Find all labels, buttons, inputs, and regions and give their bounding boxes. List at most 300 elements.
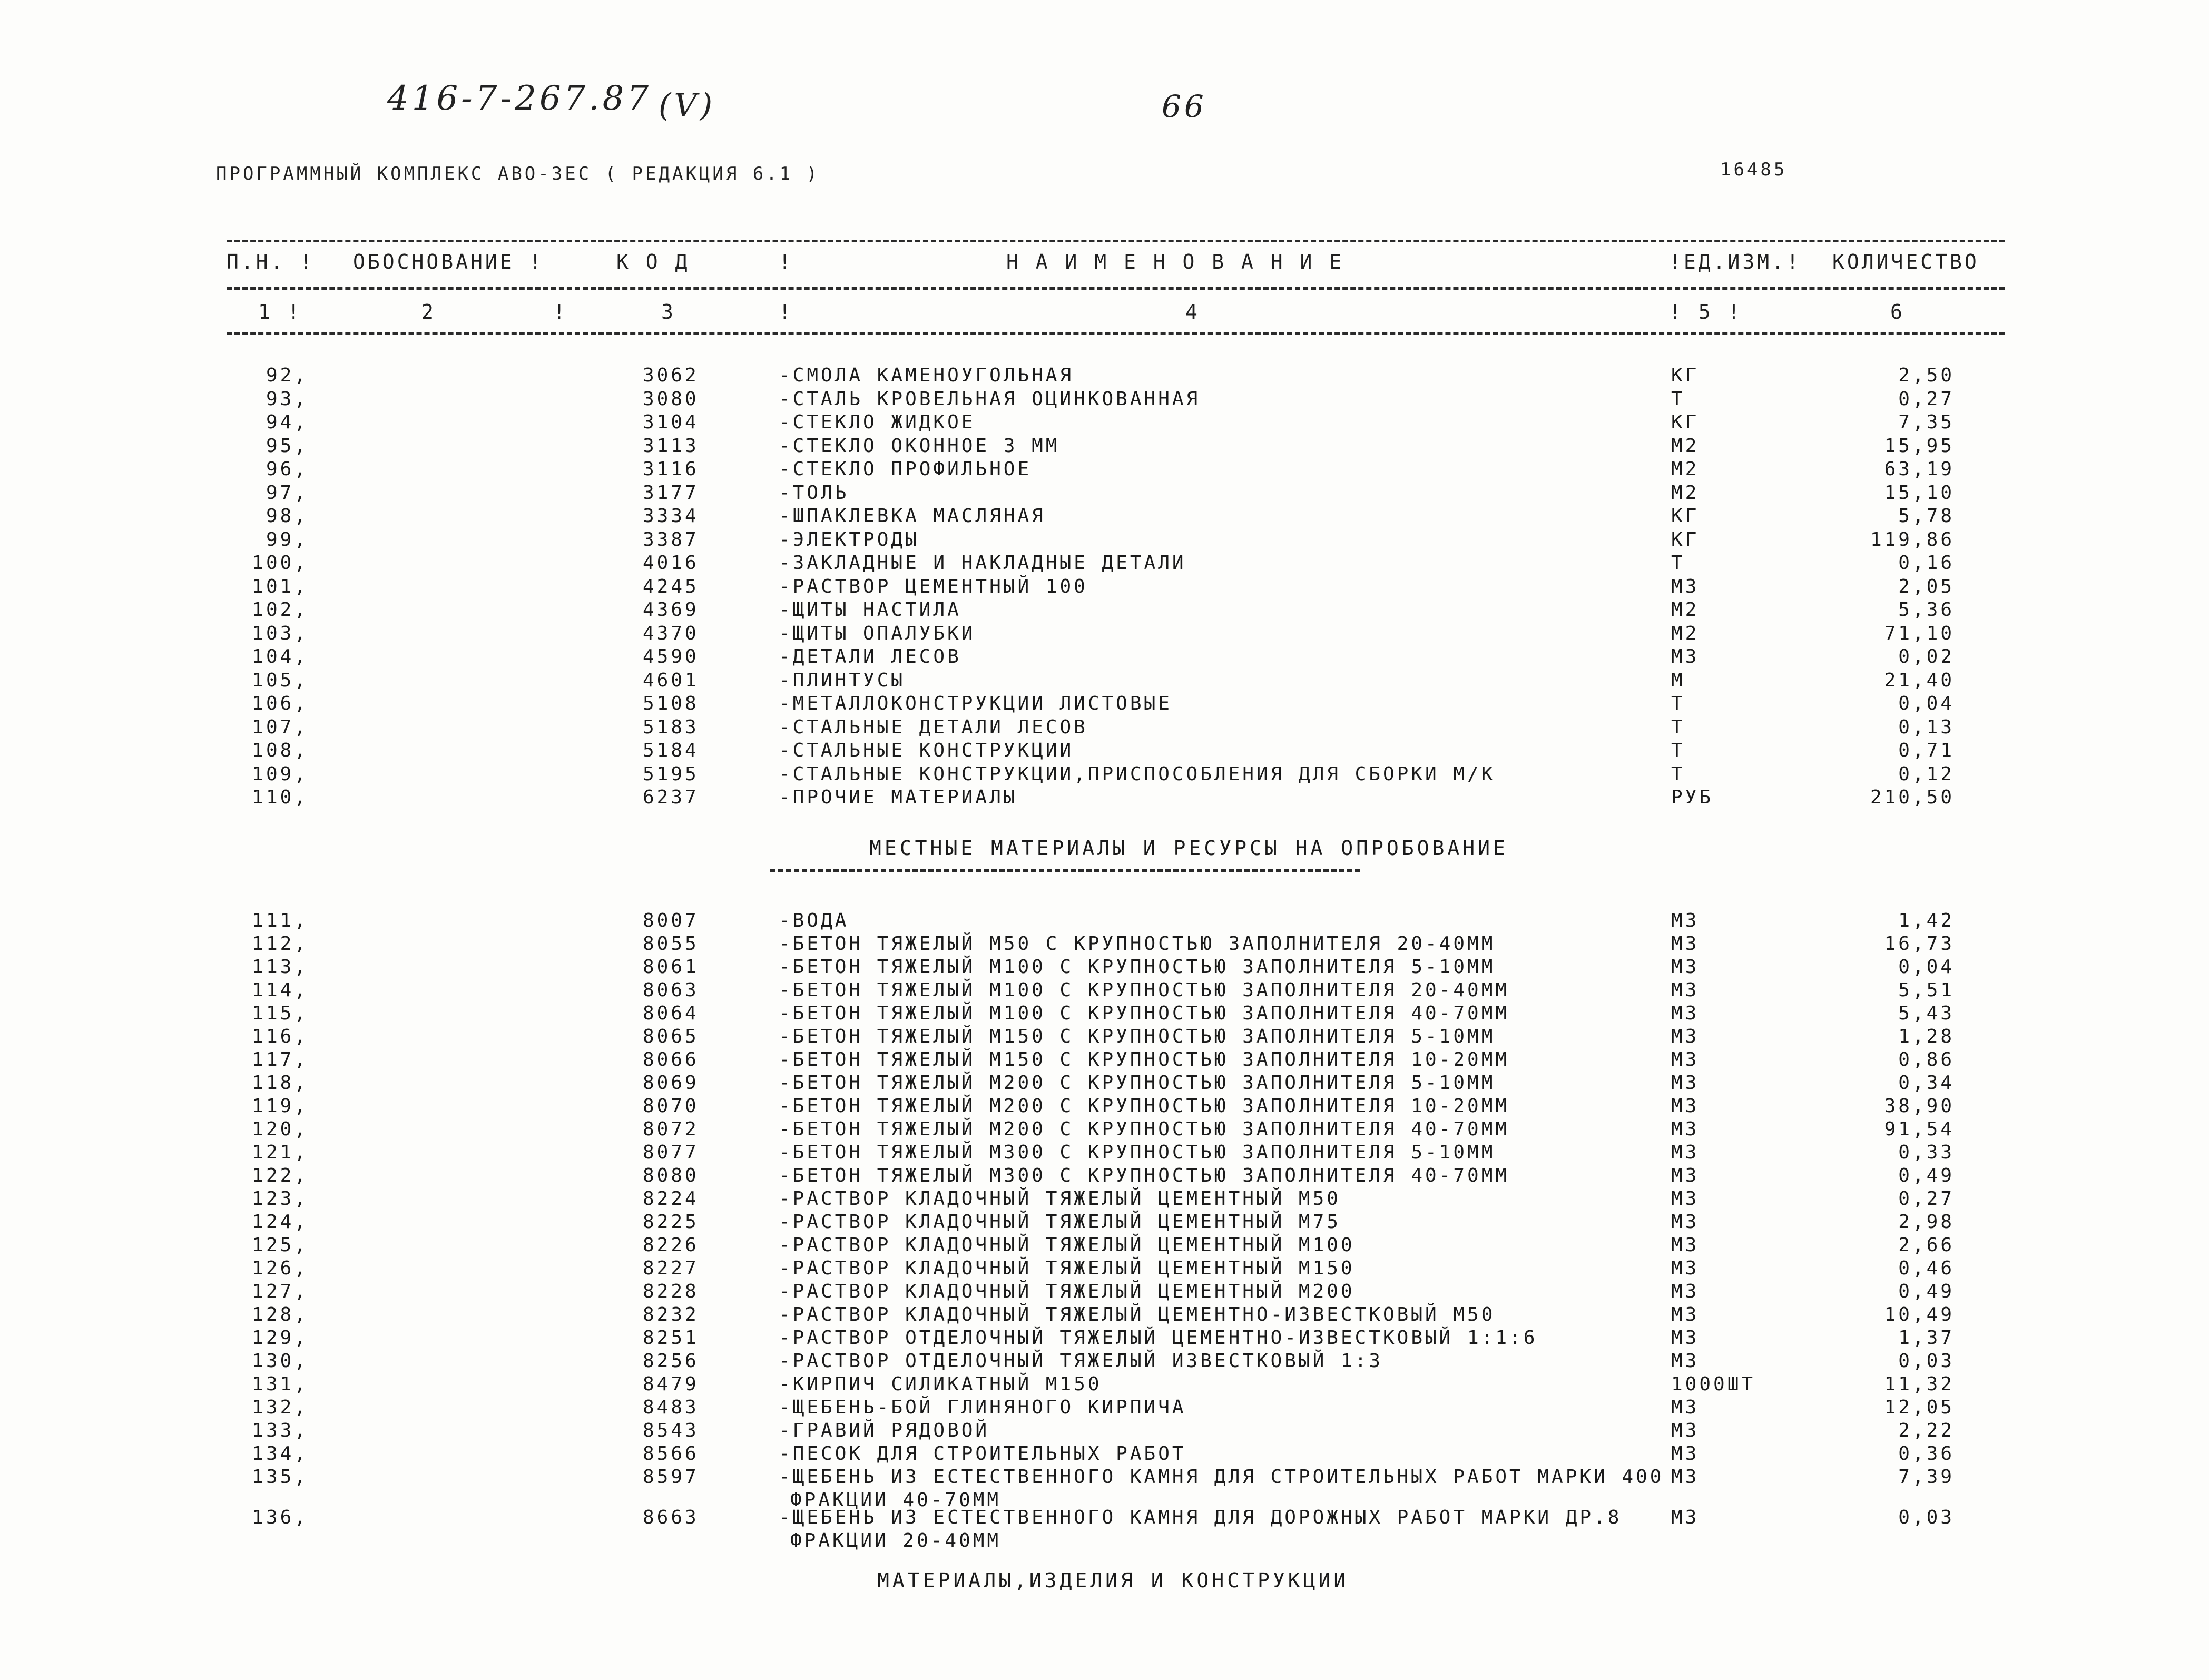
row-unit: КГ <box>1671 365 1700 386</box>
row-name: -ЩИТЫ ОПАЛУБКИ <box>779 622 976 644</box>
col-head-name: Н А И М Е Н О В А Н И Е <box>1006 250 1344 273</box>
row-name: -РАСТВОР КЛАДОЧНЫЙ ТЯЖЕЛЫЙ ЦЕМЕНТНЫЙ М100 <box>779 1234 1355 1256</box>
report-number: 16485 <box>1720 159 1788 180</box>
handwritten-mark: (V) <box>659 87 716 124</box>
row-quantity: 0,36 <box>1898 1443 1955 1465</box>
row-unit: КГ <box>1671 505 1700 527</box>
row-name: -РАСТВОР КЛАДОЧНЫЙ ТЯЖЕЛЫЙ ЦЕМЕНТНЫЙ М150 <box>779 1257 1355 1279</box>
row-name: -РАСТВОР КЛАДОЧНЫЙ ТЯЖЕЛЫЙ ЦЕМЕНТНЫЙ М50 <box>779 1188 1341 1210</box>
row-quantity: 2,50 <box>1898 365 1955 386</box>
row-number: 135, <box>252 1466 308 1488</box>
row-code: 4370 <box>643 622 699 644</box>
row-unit: 1000ШТ <box>1671 1373 1756 1395</box>
row-number: 121, <box>252 1142 308 1163</box>
row-number: 94, <box>266 411 308 433</box>
table-row <box>0 910 2209 934</box>
row-code: 8483 <box>643 1397 699 1418</box>
row-quantity: 12,05 <box>1884 1397 1955 1418</box>
col-index-sep-1: ! <box>553 300 568 323</box>
row-number: 114, <box>252 979 308 1001</box>
row-code: 8225 <box>643 1211 699 1233</box>
row-number: 103, <box>252 622 308 644</box>
row-number: 124, <box>252 1211 308 1233</box>
row-unit: Т <box>1671 388 1685 410</box>
table-row <box>0 1003 2209 1026</box>
table-row <box>0 1304 2209 1328</box>
table-row <box>0 670 2209 693</box>
row-name: -СТЕКЛО ЖИДКОЕ <box>779 411 976 433</box>
row-unit: М2 <box>1671 482 1700 504</box>
row-number: 125, <box>252 1234 308 1256</box>
row-unit: М3 <box>1671 1072 1700 1094</box>
row-unit: М3 <box>1671 1350 1700 1372</box>
row-name: -ЩЕБЕНЬ-БОЙ ГЛИНЯНОГО КИРПИЧА <box>779 1397 1186 1418</box>
row-name-continuation: ФРАКЦИИ 40-70ММ <box>790 1489 1002 1511</box>
table-row <box>0 1211 2209 1235</box>
row-unit: М3 <box>1671 956 1700 978</box>
table-row <box>0 716 2209 740</box>
row-unit: М3 <box>1671 1397 1700 1418</box>
row-unit: КГ <box>1671 411 1700 433</box>
row-code: 8007 <box>643 910 699 931</box>
row-name: -БЕТОН ТЯЖЕЛЫЙ М100 С КРУПНОСТЬЮ ЗАПОЛНИТЕЛЯ 40-70ММ <box>779 1003 1510 1024</box>
row-name: -РАСТВОР КЛАДОЧНЫЙ ТЯЖЕЛЫЙ ЦЕМЕНТНО-ИЗВЕСТКОВЫЙ М50 <box>779 1304 1496 1325</box>
row-code: 4245 <box>643 575 699 597</box>
row-name: -ВОДА <box>779 910 849 931</box>
table-row <box>0 956 2209 980</box>
row-number: 134, <box>252 1443 308 1465</box>
row-unit: М3 <box>1671 1327 1700 1349</box>
row-number: 127, <box>252 1281 308 1302</box>
col-head-num: П.Н. ! <box>227 250 315 273</box>
row-quantity: 21,40 <box>1884 669 1955 691</box>
row-code: 8226 <box>643 1234 699 1256</box>
row-code: 3387 <box>643 528 699 551</box>
row-name: -БЕТОН ТЯЖЕЛЫЙ М200 С КРУПНОСТЬЮ ЗАПОЛНИТЕЛЯ 40-70ММ <box>779 1118 1510 1140</box>
row-quantity: 5,78 <box>1898 505 1955 527</box>
row-quantity: 15,95 <box>1884 435 1955 457</box>
row-number: 92, <box>266 365 308 386</box>
row-unit: М3 <box>1671 1026 1700 1047</box>
row-code: 8543 <box>643 1420 699 1441</box>
row-number: 130, <box>252 1350 308 1372</box>
row-quantity: 0,71 <box>1898 740 1955 761</box>
table-row <box>0 1188 2209 1212</box>
table-row <box>0 1095 2209 1119</box>
row-quantity: 16,73 <box>1884 933 1955 955</box>
row-number: 106, <box>252 693 308 714</box>
row-name: -БЕТОН ТЯЖЕЛЫЙ М200 С КРУПНОСТЬЮ ЗАПОЛНИТЕЛЯ 5-10ММ <box>779 1072 1496 1094</box>
table-row <box>0 1049 2209 1073</box>
row-number: 129, <box>252 1327 308 1349</box>
row-unit: М2 <box>1671 435 1700 457</box>
row-quantity: 7,39 <box>1898 1466 1955 1488</box>
row-unit: М2 <box>1671 458 1700 480</box>
row-quantity: 0,33 <box>1898 1142 1955 1163</box>
row-quantity: 5,51 <box>1898 979 1955 1001</box>
row-number: 115, <box>252 1003 308 1024</box>
header-rule-bottom <box>227 332 2005 335</box>
row-unit: М3 <box>1671 1142 1700 1163</box>
row-quantity: 15,10 <box>1884 482 1955 504</box>
column-index-row <box>0 300 2209 327</box>
row-unit: М3 <box>1671 1304 1700 1325</box>
row-number: 100, <box>252 552 308 574</box>
row-code: 3177 <box>643 482 699 504</box>
section-title-materials: МАТЕРИАЛЫ,ИЗДЕЛИЯ И КОНСТРУКЦИИ <box>877 1569 1349 1592</box>
row-quantity: 7,35 <box>1898 411 1955 433</box>
row-number: 133, <box>252 1420 308 1441</box>
col-head-code: К О Д <box>616 250 690 273</box>
row-number: 96, <box>266 458 308 480</box>
row-name: -БЕТОН ТЯЖЕЛЫЙ М200 С КРУПНОСТЬЮ ЗАПОЛНИТЕЛЯ 10-20ММ <box>779 1095 1510 1117</box>
row-quantity: 38,90 <box>1884 1095 1955 1117</box>
row-name: -СТАЛЬНЫЕ ДЕТАЛИ ЛЕСОВ <box>779 716 1088 738</box>
row-number: 95, <box>266 435 308 457</box>
row-name: -РАСТВОР КЛАДОЧНЫЙ ТЯЖЕЛЫЙ ЦЕМЕНТНЫЙ М200 <box>779 1281 1355 1302</box>
row-quantity: 0,04 <box>1898 956 1955 978</box>
row-name: -ШПАКЛЕВКА МАСЛЯНАЯ <box>779 505 1046 527</box>
row-code: 8065 <box>643 1026 699 1047</box>
row-code: 8227 <box>643 1257 699 1279</box>
col-index-3: 3 <box>661 300 676 323</box>
row-quantity: 0,86 <box>1898 1049 1955 1070</box>
header-rule-top <box>227 240 2005 242</box>
table-row <box>0 552 2209 576</box>
row-quantity: 210,50 <box>1870 787 1955 808</box>
row-unit: М3 <box>1671 1443 1700 1465</box>
row-unit: Т <box>1671 740 1685 761</box>
row-code: 8080 <box>643 1165 699 1186</box>
row-code: 3113 <box>643 435 699 457</box>
row-unit: М3 <box>1671 1507 1700 1528</box>
row-quantity: 2,66 <box>1898 1234 1955 1256</box>
program-title: ПРОГРАММНЫЙ КОМПЛЕКС АВО-3ЕС ( РЕДАКЦИЯ 6.1 ) <box>216 163 820 184</box>
row-unit: М3 <box>1671 1234 1700 1256</box>
table-row <box>0 1072 2209 1096</box>
table-row <box>0 933 2209 957</box>
row-number: 120, <box>252 1118 308 1140</box>
table-row <box>0 365 2209 388</box>
table-row <box>0 1507 2209 1530</box>
row-code: 8479 <box>643 1373 699 1395</box>
row-code: 8663 <box>643 1507 699 1528</box>
row-unit: М3 <box>1671 1211 1700 1233</box>
table-row <box>0 1466 2209 1490</box>
row-unit: М3 <box>1671 646 1700 667</box>
table-row <box>0 599 2209 623</box>
table-row-continuation <box>0 1530 2209 1554</box>
row-code: 8256 <box>643 1350 699 1372</box>
row-number: 104, <box>252 646 308 667</box>
row-unit: М <box>1671 669 1685 691</box>
row-name: -СТЕКЛО ПРОФИЛЬНОЕ <box>779 458 1032 480</box>
row-unit: М3 <box>1671 1118 1700 1140</box>
row-quantity: 0,02 <box>1898 646 1955 667</box>
column-headers: П.Н. ! ОБОСНОВАНИЕ ! К О Д ! Н А И М Е Н О В А Н И Е !ЕД.ИЗМ.! КОЛИЧЕСТВО <box>227 250 1979 273</box>
row-code: 8232 <box>643 1304 699 1325</box>
row-name: -МЕТАЛЛОКОНСТРУКЦИИ ЛИСТОВЫЕ <box>779 693 1172 714</box>
row-unit: М2 <box>1671 599 1700 621</box>
col-index-5: ! 5 ! <box>1669 300 1743 323</box>
row-unit: Т <box>1671 716 1685 738</box>
row-name: -ДЕТАЛИ ЛЕСОВ <box>779 646 961 667</box>
table-row <box>0 787 2209 810</box>
section-title-local: МЕСТНЫЕ МАТЕРИАЛЫ И РЕСУРСЫ НА ОПРОБОВАНИЕ <box>869 837 1508 860</box>
row-quantity: 2,22 <box>1898 1420 1955 1441</box>
table-row <box>0 1234 2209 1258</box>
row-name: -СТАЛЬ КРОВЕЛЬНАЯ ОЦИНКОВАННАЯ <box>779 388 1201 410</box>
row-name: -ЭЛЕКТРОДЫ <box>779 528 919 551</box>
row-name: -РАСТВОР ЦЕМЕНТНЫЙ 100 <box>779 575 1088 597</box>
row-quantity: 0,49 <box>1898 1165 1955 1186</box>
col-head-qty: КОЛИЧЕСТВО <box>1832 250 1979 273</box>
row-name: -БЕТОН ТЯЖЕЛЫЙ М300 С КРУПНОСТЬЮ ЗАПОЛНИТЕЛЯ 40-70ММ <box>779 1165 1510 1186</box>
row-code: 8251 <box>643 1327 699 1349</box>
row-code: 8055 <box>643 933 699 955</box>
table-row <box>0 1026 2209 1049</box>
row-code: 3080 <box>643 388 699 410</box>
table-row <box>0 411 2209 435</box>
row-number: 118, <box>252 1072 308 1094</box>
row-number: 131, <box>252 1373 308 1395</box>
row-unit: М2 <box>1671 622 1700 644</box>
col-head-unit: !ЕД.ИЗМ.! <box>1669 250 1801 273</box>
row-quantity: 10,49 <box>1884 1304 1955 1325</box>
row-quantity: 119,86 <box>1870 528 1955 551</box>
row-name: -СМОЛА КАМЕНОУГОЛЬНАЯ <box>779 365 1074 386</box>
row-unit: Т <box>1671 763 1685 785</box>
row-number: 117, <box>252 1049 308 1070</box>
table-row <box>0 1165 2209 1188</box>
table-row <box>0 763 2209 787</box>
row-code: 8228 <box>643 1281 699 1302</box>
row-code: 8597 <box>643 1466 699 1488</box>
table-row <box>0 1257 2209 1281</box>
row-name: -ПРОЧИЕ МАТЕРИАЛЫ <box>779 787 1018 808</box>
row-quantity: 0,49 <box>1898 1281 1955 1302</box>
row-code: 8224 <box>643 1188 699 1210</box>
row-code: 3062 <box>643 365 699 386</box>
row-number: 107, <box>252 716 308 738</box>
table-row <box>0 505 2209 529</box>
row-name: -ТОЛЬ <box>779 482 849 504</box>
row-number: 111, <box>252 910 308 931</box>
row-code: 5108 <box>643 693 699 714</box>
row-number: 102, <box>252 599 308 621</box>
col-index-4: 4 <box>1185 300 1200 323</box>
row-number: 113, <box>252 956 308 978</box>
header-rule-middle <box>227 287 2005 290</box>
table-row <box>0 576 2209 600</box>
row-name: -ЩЕБЕНЬ ИЗ ЕСТЕСТВЕННОГО КАМНЯ ДЛЯ ДОРОЖНЫХ РАБОТ МАРКИ ДР.8 <box>779 1507 1622 1528</box>
row-unit: М3 <box>1671 1049 1700 1070</box>
row-quantity: 2,05 <box>1898 575 1955 597</box>
row-quantity: 0,46 <box>1898 1257 1955 1279</box>
row-code: 8061 <box>643 956 699 978</box>
table-row <box>0 482 2209 506</box>
row-name: -СТАЛЬНЫЕ КОНСТРУКЦИИ <box>779 740 1074 761</box>
row-unit: М3 <box>1671 1003 1700 1024</box>
row-code: 4601 <box>643 669 699 691</box>
row-code: 4016 <box>643 552 699 574</box>
row-name: -КИРПИЧ СИЛИКАТНЫЙ М150 <box>779 1373 1102 1395</box>
row-quantity: 5,36 <box>1898 599 1955 621</box>
row-name: -РАСТВОР КЛАДОЧНЫЙ ТЯЖЕЛЫЙ ЦЕМЕНТНЫЙ М75 <box>779 1211 1341 1233</box>
col-index-1: 1 ! <box>258 300 302 323</box>
row-code: 8063 <box>643 979 699 1001</box>
row-unit: М3 <box>1671 1466 1700 1488</box>
row-quantity: 0,13 <box>1898 716 1955 738</box>
row-unit: М3 <box>1671 933 1700 955</box>
row-quantity: 91,54 <box>1884 1118 1955 1140</box>
row-quantity: 1,42 <box>1898 910 1955 931</box>
row-number: 98, <box>266 505 308 527</box>
row-number: 116, <box>252 1026 308 1047</box>
row-code: 5183 <box>643 716 699 738</box>
table-row <box>0 979 2209 1003</box>
row-unit: М3 <box>1671 1165 1700 1186</box>
table-row <box>0 1350 2209 1374</box>
row-unit: М3 <box>1671 1095 1700 1117</box>
row-number: 112, <box>252 933 308 955</box>
row-quantity: 11,32 <box>1884 1373 1955 1395</box>
table-row <box>0 1118 2209 1142</box>
row-number: 109, <box>252 763 308 785</box>
section-rule <box>770 869 1360 872</box>
row-code: 4369 <box>643 599 699 621</box>
row-unit: М3 <box>1671 1420 1700 1441</box>
table-row <box>0 1281 2209 1304</box>
row-quantity: 0,04 <box>1898 693 1955 714</box>
row-name: -БЕТОН ТЯЖЕЛЫЙ М50 С КРУПНОСТЬЮ ЗАПОЛНИТЕЛЯ 20-40ММ <box>779 933 1496 955</box>
row-number: 97, <box>266 482 308 504</box>
row-number: 101, <box>252 575 308 597</box>
table-row <box>0 1142 2209 1165</box>
row-unit: М3 <box>1671 575 1700 597</box>
row-number: 119, <box>252 1095 308 1117</box>
row-number: 110, <box>252 787 308 808</box>
row-code: 5195 <box>643 763 699 785</box>
row-quantity: 0,12 <box>1898 763 1955 785</box>
row-number: 136, <box>252 1507 308 1528</box>
table-row <box>0 435 2209 459</box>
row-name: -БЕТОН ТЯЖЕЛЫЙ М100 С КРУПНОСТЬЮ ЗАПОЛНИТЕЛЯ 20-40ММ <box>779 979 1510 1001</box>
row-code: 6237 <box>643 787 699 808</box>
row-name: -БЕТОН ТЯЖЕЛЫЙ М150 С КРУПНОСТЬЮ ЗАПОЛНИТЕЛЯ 10-20ММ <box>779 1049 1510 1070</box>
page-number: 66 <box>1162 89 1207 124</box>
row-quantity: 0,27 <box>1898 388 1955 410</box>
row-quantity: 71,10 <box>1884 622 1955 644</box>
row-quantity: 1,28 <box>1898 1026 1955 1047</box>
table-row <box>0 529 2209 553</box>
row-unit: М3 <box>1671 910 1700 931</box>
row-name: -ПЕСОК ДЛЯ СТРОИТЕЛЬНЫХ РАБОТ <box>779 1443 1186 1465</box>
row-code: 3104 <box>643 411 699 433</box>
table-row <box>0 646 2209 670</box>
row-code: 8069 <box>643 1072 699 1094</box>
row-name: -БЕТОН ТЯЖЕЛЫЙ М100 С КРУПНОСТЬЮ ЗАПОЛНИТЕЛЯ 5-10ММ <box>779 956 1496 978</box>
row-unit: КГ <box>1671 528 1700 551</box>
row-unit: М3 <box>1671 979 1700 1001</box>
row-code: 8066 <box>643 1049 699 1070</box>
handwritten-doc-number: 416-7-267.87 <box>387 79 652 118</box>
table-row <box>0 1397 2209 1420</box>
row-quantity: 0,03 <box>1898 1507 1955 1528</box>
row-quantity: 63,19 <box>1884 458 1955 480</box>
row-unit: Т <box>1671 552 1685 574</box>
col-index-sep-2: ! <box>779 300 793 323</box>
row-code: 4590 <box>643 646 699 667</box>
row-code: 8077 <box>643 1142 699 1163</box>
row-quantity: 5,43 <box>1898 1003 1955 1024</box>
row-unit: М3 <box>1671 1257 1700 1279</box>
row-number: 123, <box>252 1188 308 1210</box>
row-name: -СТЕКЛО ОКОННОЕ 3 ММ <box>779 435 1060 457</box>
col-head-basis: ОБОСНОВАНИЕ ! <box>353 250 544 273</box>
row-number: 108, <box>252 740 308 761</box>
row-quantity: 1,37 <box>1898 1327 1955 1349</box>
row-number: 122, <box>252 1165 308 1186</box>
row-number: 128, <box>252 1304 308 1325</box>
col-index-2: 2 <box>421 300 436 323</box>
row-number: 132, <box>252 1397 308 1418</box>
row-name: -СТАЛЬНЫЕ КОНСТРУКЦИИ,ПРИСПОСОБЛЕНИЯ ДЛЯ СБОРКИ М/К <box>779 763 1496 785</box>
col-index-6: 6 <box>1890 300 1905 323</box>
table-row <box>0 740 2209 763</box>
row-number: 105, <box>252 669 308 691</box>
row-name: -БЕТОН ТЯЖЕЛЫЙ М150 С КРУПНОСТЬЮ ЗАПОЛНИТЕЛЯ 5-10ММ <box>779 1026 1496 1047</box>
row-code: 8566 <box>643 1443 699 1465</box>
row-quantity: 0,03 <box>1898 1350 1955 1372</box>
row-unit: Т <box>1671 693 1685 714</box>
table-row <box>0 458 2209 482</box>
row-unit: РУБ <box>1671 787 1714 808</box>
row-name-continuation: ФРАКЦИИ 20-40ММ <box>790 1530 1002 1551</box>
table-row <box>0 1420 2209 1443</box>
row-name: -ПЛИНТУСЫ <box>779 669 906 691</box>
table-row <box>0 1443 2209 1467</box>
row-name: -БЕТОН ТЯЖЕЛЫЙ М300 С КРУПНОСТЬЮ ЗАПОЛНИТЕЛЯ 5-10ММ <box>779 1142 1496 1163</box>
row-name: -ЩЕБЕНЬ ИЗ ЕСТЕСТВЕННОГО КАМНЯ ДЛЯ СТРОИТЕЛЬНЫХ РАБОТ МАРКИ 400 <box>779 1466 1664 1488</box>
row-quantity: 2,98 <box>1898 1211 1955 1233</box>
row-code: 5184 <box>643 740 699 761</box>
row-number: 99, <box>266 528 308 551</box>
row-name: -ЩИТЫ НАСТИЛА <box>779 599 961 621</box>
table-row <box>0 623 2209 646</box>
row-quantity: 0,34 <box>1898 1072 1955 1094</box>
table-row <box>0 693 2209 716</box>
row-code: 3116 <box>643 458 699 480</box>
row-quantity: 0,16 <box>1898 552 1955 574</box>
table-row <box>0 388 2209 412</box>
table-row <box>0 1373 2209 1397</box>
row-code: 8064 <box>643 1003 699 1024</box>
row-unit: М3 <box>1671 1281 1700 1302</box>
row-code: 8072 <box>643 1118 699 1140</box>
row-unit: М3 <box>1671 1188 1700 1210</box>
row-number: 126, <box>252 1257 308 1279</box>
row-quantity: 0,27 <box>1898 1188 1955 1210</box>
row-code: 3334 <box>643 505 699 527</box>
row-name: -ГРАВИЙ РЯДОВОЙ <box>779 1420 990 1441</box>
row-number: 93, <box>266 388 308 410</box>
row-code: 8070 <box>643 1095 699 1117</box>
row-name: -ЗАКЛАДНЫЕ И НАКЛАДНЫЕ ДЕТАЛИ <box>779 552 1186 574</box>
row-name: -РАСТВОР ОТДЕЛОЧНЫЙ ТЯЖЕЛЫЙ ИЗВЕСТКОВЫЙ 1:3 <box>779 1350 1383 1372</box>
table-row <box>0 1327 2209 1351</box>
row-name: -РАСТВОР ОТДЕЛОЧНЫЙ ТЯЖЕЛЫЙ ЦЕМЕНТНО-ИЗВЕСТКОВЫЙ 1:1:6 <box>779 1327 1538 1349</box>
